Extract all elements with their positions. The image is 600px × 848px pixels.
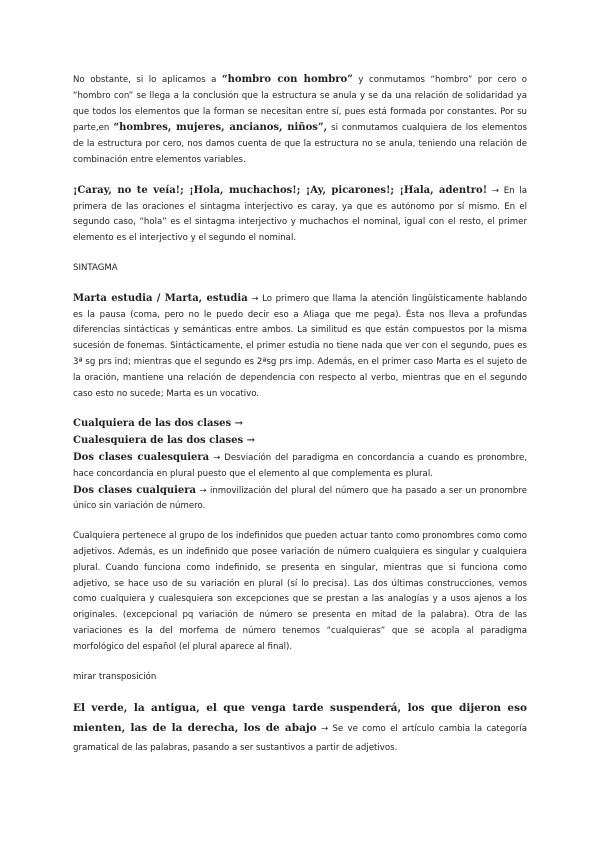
section-label-sintagma: SINTAGMA	[73, 262, 118, 273]
text: → inmovilización del plural del número que ha pasado a ser un pronombre único sin variación de número.	[73, 485, 527, 512]
bold-example: Dos clases cualquiera	[73, 484, 197, 496]
bold-example: “hombres, mujeres, ancianos, niños”,	[113, 122, 328, 134]
text: si conmutamos cualquiera de los elementos de la estructura por cero, nos damos cuenta de que la estructura no se anula, teniendo una relación de combinación entre elementos variables.	[73, 123, 528, 165]
bold-example: Marta estudia / Marta, estudia	[73, 292, 248, 304]
text: → Desviación del paradigma en concordancia a cuando es pronombre, hace concordancia en plural puesto que el elemento al que complementa es plural.	[73, 452, 527, 479]
text: → En la primera de las oraciones el sintagma interjectivo es caray, ya que es autónomo por sí mismo. En el segundo caso, “hola” es el sintagma interjectivo y muchachos el nominal, igual con el resto, el primer elemento es el interjectivo y el segundo el nominal.	[73, 185, 527, 244]
paragraph-articulo	[73, 699, 527, 758]
text: No obstante, si lo aplicamos a	[73, 75, 222, 85]
paragraph-marta	[73, 291, 527, 403]
text: Cualquiera pertenece al grupo de los indefinidos que pueden actuar tanto como pronombres como como adjetivos. Además, es un indefinido que posee variación de número cualquiera es singular y cualquiera plural. Cuando funciona como indefinido, se presenta en singular, mientras que si funciona como adjetivo, se hace uso de su variación en plural (sí lo precisa). Las dos últimas construcciones, vemos como cualquiera y cualesquiera son excepciones que se prestan a las analogías y a usos ajenos a los originales. (excepcional pq variación de número se presenta en mitad de la palabra). Otra de las variaciones es la del morfema de número tenemos “cualquieras” que se acopla al paradigma morfológico del español (el plural aparece al final).	[73, 531, 527, 652]
section-label-transposicion: mirar transposición	[73, 671, 157, 682]
paragraph-clases	[73, 416, 527, 515]
bold-example: “hombro con hombro”	[221, 74, 353, 85]
text: → Se ve como el artículo cambia la categoría gramatical de las palabras, pasando a ser sustantivos a partir de adjetivos.	[73, 724, 527, 754]
document-body	[73, 72, 527, 772]
paragraph-interjections	[73, 183, 527, 247]
bold-example: Dos clases cualesquiera	[73, 451, 210, 463]
line-cualquiera	[73, 416, 527, 433]
text: → Lo primero que llama la atención lingüísticamente hablando es la pausa (coma, pero no le puedo decir eso a Aliaga que me pega). Ésta nos lleva a profundas diferencias sintácticas y semánticas entre ambos. La similitud es que están compuestos por la misma sucesión de fonemas. Sintácticamente, el primer estudia no tiene nada que ver con el segundo, pues es 3ª sg prs ind; mientras que el segundo es 2ªsg prs imp. Además, en el primer caso Marta es el sujeto de la oración, mantiene una relación de dependencia con respecto al verbo, mientras que en el segundo caso esto no sucede; Marta es un vocativo.	[73, 293, 527, 399]
bold-example: Cualquiera de las dos clases →	[73, 418, 244, 430]
bold-example: Cualesquiera de las dos clases →	[73, 435, 256, 447]
text: y conmutamos “hombro” por cero o “hombro con” se llega a la conclusión que la estructura se anula y se da una relación de solidaridad ya que todos los elementos que la forman se necesitan entre sí, pues está formada por constantes. Por su parte,en	[73, 75, 527, 134]
bold-example: ¡Caray, no te veía!; ¡Hola, muchachos!; ¡Ay, picarones!; ¡Hala, adentro!	[73, 184, 488, 196]
line-dos-clases-cualquiera	[73, 483, 527, 516]
paragraph-hombro	[73, 72, 527, 169]
line-dos-clases-cualesquiera	[73, 450, 527, 483]
line-cualesquiera	[73, 433, 527, 450]
paragraph-indefinidos	[73, 529, 527, 655]
bold-example: El verde, la antigua, el que venga tarde suspenderá, los que dijeron eso mienten, las de la derecha, los de abajo	[73, 702, 527, 735]
